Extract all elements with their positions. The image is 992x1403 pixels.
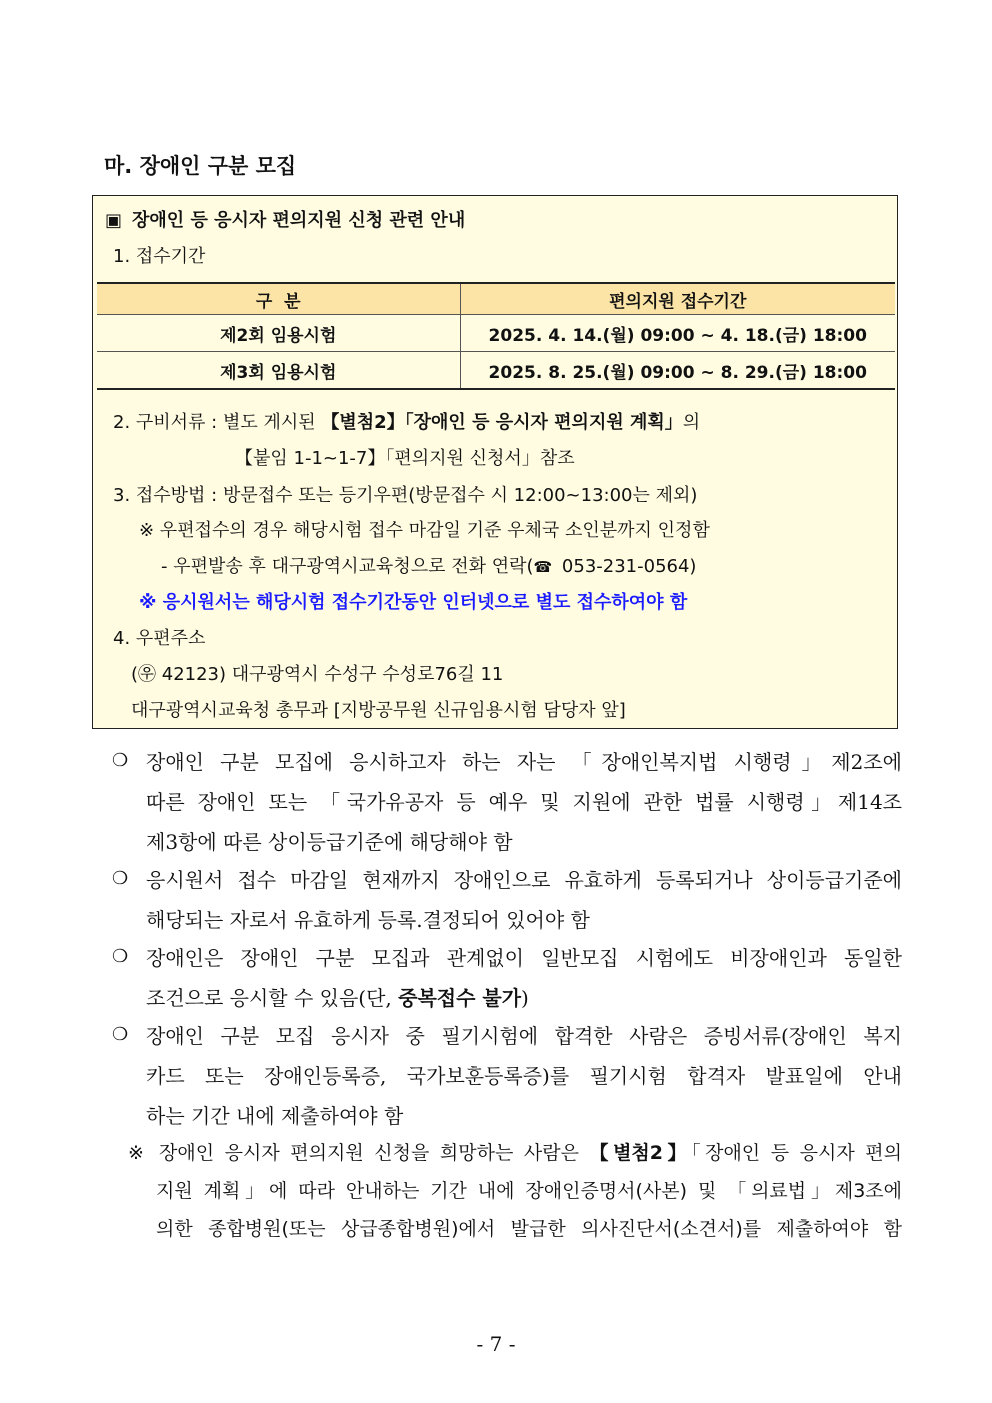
- note-attach-ref: 【별첨2】: [589, 1142, 692, 1164]
- paragraph-4-line-3: 하는 기간 내에 제출하여야 함: [146, 1104, 404, 1128]
- paragraph-3-line-1: 장애인은 장애인 구분 모집과 관계없이 일반모집 시험에도 비장애인과 동일한: [146, 946, 902, 970]
- docs-prefix: 2. 구비서류 : 별도 게시된: [113, 412, 322, 433]
- exam-period: 2025. 8. 25.(월) 09:00 ~ 8. 29.(금) 18:00: [460, 352, 895, 390]
- notice-title-text: 장애인 등 응시자 편의지원 신청 관련 안내: [132, 210, 466, 231]
- bullet-icon: ❍: [112, 750, 129, 771]
- note-prefix: ※ 장애인 응시자 편의지원 신청을 희망하는 사람은: [128, 1142, 590, 1164]
- method-note-2-prefix: - 우편발송 후 대구광역시교육청으로 전화 연락(: [161, 556, 534, 577]
- square-marker-icon: ▣: [105, 210, 123, 231]
- paragraph-3-line-2: [146, 982, 529, 1011]
- period-table: [97, 282, 895, 390]
- docs-plan-name: 「장애인 등 응시자 편의지원 계획」: [404, 412, 683, 433]
- exam-period: 2025. 4. 14.(월) 09:00 ~ 4. 18.(금) 18:00: [460, 315, 895, 352]
- address-line-1: (㉾ 42123) 대구광역시 수성구 수성로76길 11: [131, 664, 504, 685]
- docs-suffix: 의: [682, 412, 701, 433]
- note-line-1: [128, 1138, 902, 1165]
- note-line-2: 지원 계획」에 따라 안내하는 기간 내에 장애인증명서(사본) 및 「의료법」제3조에: [156, 1180, 902, 1202]
- method-note-2: [161, 552, 696, 578]
- online-application-note: ※ 응시원서는 해당시험 접수기간동안 인터넷으로 별도 접수하여야 함: [139, 592, 688, 613]
- page-number: - 7 -: [476, 1332, 516, 1356]
- period-label: 1. 접수기간: [113, 246, 206, 267]
- note-suffix: 「장애인 등 응시자 편의: [691, 1142, 902, 1164]
- address-label: 4. 우편주소: [113, 628, 206, 649]
- paragraph-1-line-3: 제3항에 따른 상이등급기준에 해당해야 함: [146, 830, 513, 854]
- paragraph-1-line-1: 장애인 구분 모집에 응시하고자 하는 자는 「장애인복지법 시행령」제2조에: [146, 750, 902, 774]
- table-header-category: 구 분: [97, 283, 460, 315]
- note-line-3: 의한 종합병원(또는 상급종합병원)에서 발급한 의사진단서(소견서)를 제출하여야 함: [156, 1218, 902, 1240]
- paragraph-2-line-2: 해당되는 자로서 유효하게 등록.결정되어 있어야 함: [146, 908, 590, 932]
- section-title: 마. 장애인 구분 모집: [104, 154, 297, 178]
- bullet-icon: ❍: [112, 868, 129, 889]
- bullet-icon: ❍: [112, 1024, 129, 1045]
- phone-icon: ☎: [533, 558, 553, 576]
- address-line-2: 대구광역시교육청 총무과 [지방공무원 신규임용시험 담당자 앞]: [131, 700, 626, 721]
- docs-line-2: 【붙임 1-1~1-7】「편의지원 신청서」참조: [235, 448, 575, 469]
- paragraph-1-line-2: 따른 장애인 또는 「국가유공자 등 예우 및 지원에 관한 법률 시행령」제14조: [146, 790, 902, 814]
- table-row: [97, 352, 895, 390]
- notice-box-title: [105, 206, 465, 232]
- docs-attach-ref: 【별첨2】: [321, 412, 405, 433]
- paragraph-3-prefix: 조건으로 응시할 수 있음(단,: [146, 986, 399, 1010]
- exam-name: 제2회 임용시험: [97, 315, 460, 352]
- table-row: [97, 315, 895, 352]
- bullet-icon: ❍: [112, 946, 129, 967]
- paragraph-2-line-1: 응시원서 접수 마감일 현재까지 장애인으로 유효하게 등록되거나 상이등급기준에: [146, 868, 902, 892]
- exam-name: 제3회 임용시험: [97, 352, 460, 390]
- docs-line: [113, 408, 700, 434]
- paragraph-4-line-2: 카드 또는 장애인등록증, 국가보훈등록증)를 필기시험 합격자 발표일에 안내: [146, 1064, 902, 1088]
- duplicate-application-warning: 중복접수 불가: [398, 986, 522, 1010]
- method-line: 3. 접수방법 : 방문접수 또는 등기우편(방문접수 시 12:00~13:00는 제외): [113, 485, 698, 506]
- method-note-1: ※ 우편접수의 경우 해당시험 접수 마감일 기준 우체국 소인분까지 인정함: [139, 520, 710, 541]
- table-header-period: 편의지원 접수기간: [460, 283, 895, 315]
- paragraph-4-line-1: 장애인 구분 모집 응시자 중 필기시험에 합격한 사람은 증빙서류(장애인 복지: [146, 1024, 902, 1048]
- paragraph-3-suffix: ): [521, 986, 529, 1010]
- notice-box: [92, 195, 898, 729]
- method-note-2-suffix: 053-231-0564): [556, 556, 697, 577]
